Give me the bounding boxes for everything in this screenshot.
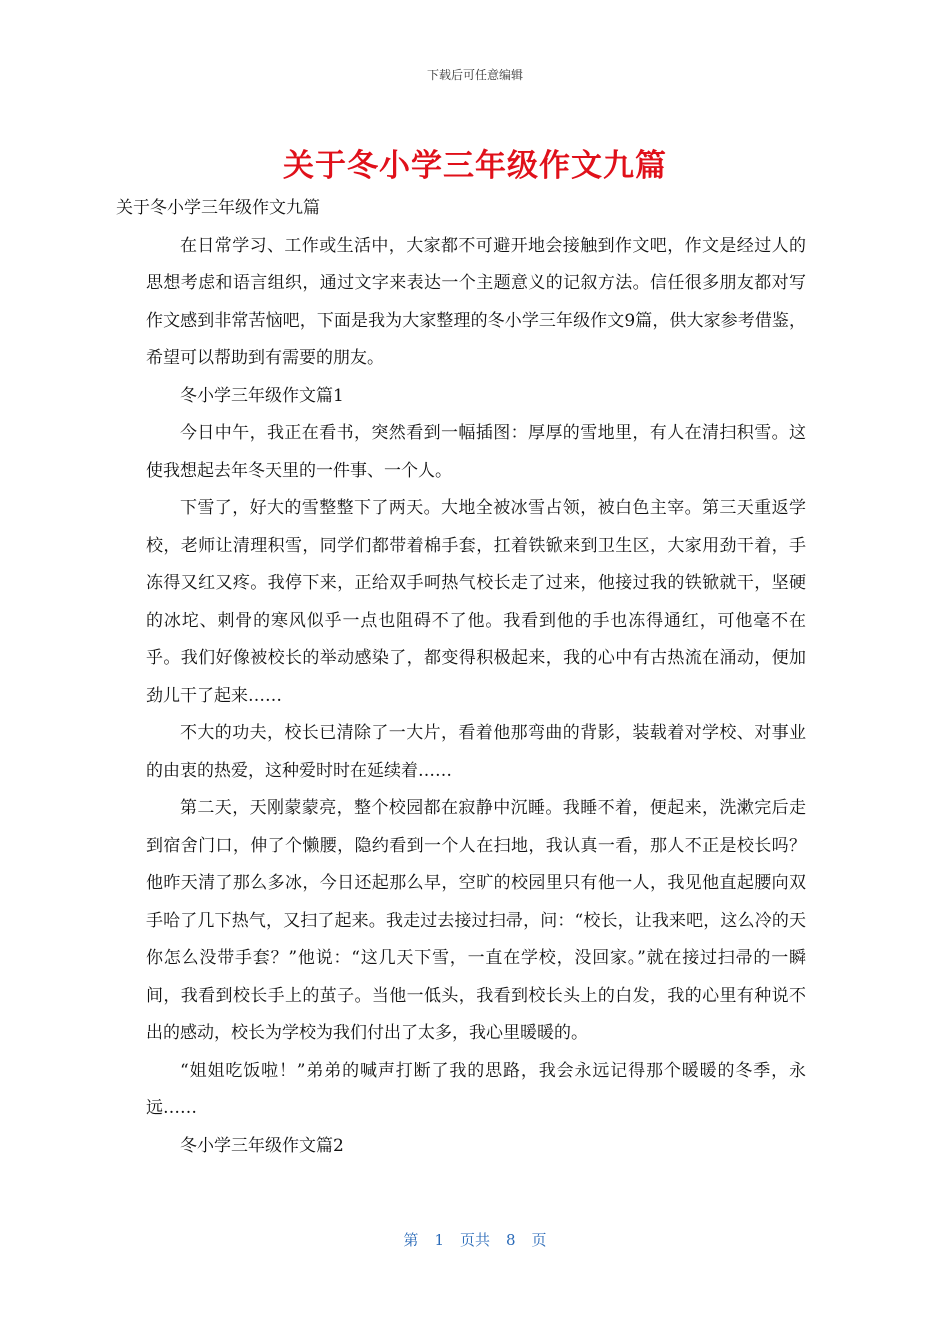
paragraph: 下雪了，好大的雪整整下了两天。大地全被冰雪占领，被白色主宰。第三天重返学校，老师让清理积雪，同学们都带着棉手套，扛着铁锨来到卫生区，大家用劲干着，手冻得又红又疼。我停下来，正给双手呵热气校长走了过来，他接过我的铁锨就干，坚硬的冰坨、刺骨的寒风似乎一点也阻碍不了他。我看到他的手也冻得通红，可他毫不在乎。我们好像被校长的举动感染了，都变得积极起来，我的心中有古热流在涌动，便加劲儿干了起来…… (146, 498, 806, 706)
header-note: 下载后可任意编辑 (426, 68, 523, 82)
footer-current-page: 1 (434, 1231, 444, 1249)
page-footer (0, 1229, 950, 1250)
footer-total-pages: 8 (506, 1231, 516, 1249)
footer-label-end: 页 (531, 1231, 547, 1249)
paragraph: 在日常学习、工作或生活中，大家都不可避开地会接触到作文吧，作文是经过人的思想考虑和语言组织，通过文字来表达一个主题意义的记叙方法。信任很多朋友都对写作文感到非常苦恼吧，下面是我为大家整理的冬小学三年级作文9篇，供大家参考借鉴，希望可以帮助到有需要的朋友。 (146, 235, 806, 368)
paragraph: “姐姐吃饭啦！”弟弟的喊声打断了我的思路，我会永远记得那个暖暖的冬季，永远…… (146, 1060, 806, 1118)
paragraph: 第二天，天刚蒙蒙亮，整个校园都在寂静中沉睡。我睡不着，便起来，洗漱完后走到宿舍门口，伸了个懒腰，隐约看到一个人在扫地，我认真一看，那人不正是校长吗？他昨天清了那么多冰，今日还起那么早，空旷的校园里只有他一人，我见他直起腰向双手哈了几下热气，又扫了起来。我走过去接过扫帚，问：“校长，让我来吧，这么冷的天你怎么没带手套？”他说：“这几天下雪，一直在学校，没回家。”就在接过扫帚的一瞬间，我看到校长手上的茧子。当他一低头，我看到校长头上的白发，我的心里有种说不出的感动，校长为学校为我们付出了太多，我心里暖暖的。 (146, 798, 806, 1043)
paragraph: 关于冬小学三年级作文九篇 (116, 198, 320, 218)
paragraph: 不大的功夫，校长已清除了一大片，看着他那弯曲的背影，装载着对学校、对事业的由衷的热爱，这种爱时时在延续着…… (146, 723, 806, 781)
section-heading: 冬小学三年级作文篇1 (180, 385, 344, 406)
section-heading: 冬小学三年级作文篇2 (180, 1135, 344, 1156)
document-title: 关于冬小学三年级作文九篇 (283, 148, 667, 184)
paragraph: 今日中午，我正在看书，突然看到一幅插图：厚厚的雪地里，有人在清扫积雪。这使我想起去年冬天里的一件事、一个人。 (146, 423, 806, 481)
footer-label-page: 第 (403, 1231, 419, 1249)
footer-label-total: 页共 (459, 1231, 490, 1249)
document-body (116, 190, 806, 1165)
